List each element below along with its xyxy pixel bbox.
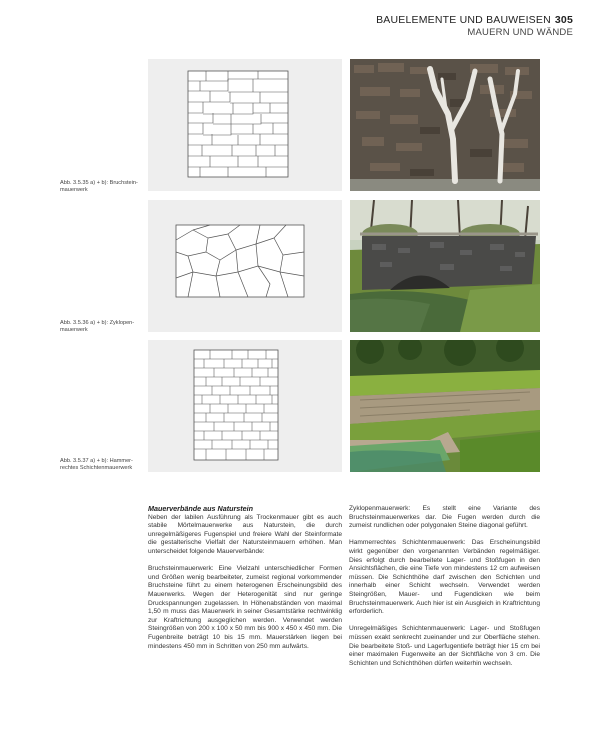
figure-caption-3: Abb. 3.5.37 a) + b): Hammer-rechtes Schichtenmauerwerk: [60, 458, 133, 471]
page-header: [376, 14, 573, 38]
running-title: BAUELEMENTE UND BAUWEISEN: [376, 14, 551, 26]
stone-bridge-photo-icon: [350, 200, 540, 332]
figure-caption-2: Abb. 3.5.36 a) + b): Zyklopen-mauerwerk: [60, 320, 135, 333]
coursed-masonry-drawing-icon: [148, 340, 342, 472]
running-title-line: [376, 14, 573, 26]
stone-wall-with-trees-photo-icon: [350, 59, 540, 191]
paragraph-unregelmaessig: Unregelmäßiges Schichtenmauerwerk: Lager- und Stoßfugen müssen exakt senkrecht zueinander und zur Oberfläche stehen. Die bearbeitete Stoß- und Lagerfugentiefe beträgt hier 15 cm bei einer maximalen Fugenweite an der Sichtfläche von 3 cm. Die Schichten und Schichthöhen dürfen weiterhin wechseln.: [349, 625, 540, 667]
paragraph-zyklopen: Zyklopenmauerwerk: Es stellt eine Variante des Bruchsteinmauerwerkes dar. Die Fugen werden durch die zumeist rundlichen oder polygonalen Steine diagonal geführt.: [349, 505, 540, 530]
paragraph-hammerrecht: Hammerrechtes Schichtenmauerwerk: Das Erscheinungsbild wirkt gegenüber den vorgenannten Verbänden regelmäßiger. Dies erfolgt durch bearbeitete Lager- und Stoßfugen in den Ansichtsflächen, die eine Tiefe von mindestens 12 cm aufweisen müssen. Die Schichthöhe darf zwischen den Schichten und innerhalb einer Schicht wechseln. Verwendet werden Steingrößen, Mauer- und Fugendicken wie beim Bruchsteinmauerwerk. Auch hier ist ein Ausgleich in Kraftrichtung erforderlich.: [349, 539, 540, 616]
cyclopean-masonry-drawing-icon: [148, 200, 342, 332]
page-number: 305: [554, 14, 573, 26]
paragraph-bruchstein: Bruchsteinmauerwerk: Eine Vielzahl unterschiedlicher Formen und Größen wenig bearbeiteter, zumeist regional vorkommender Bruchsteine führt zu einem heterogenen Erscheinungsbild des Mauerwerks. Wegen der Heterogenität sind nur geringe Druckspannungen zugelassen. In Höhenabständen von maximal 1,50 m muss das Mauerwerk in seiner Gesamtstärke rechtwinklig zur Kraftrichtung ausgeglichen werden. Verwendet werden Steingrößen von 200 x 100 x 50 mm bis 900 x 450 x 450 mm. Die Fugenbreite beträgt 10 bis 15 mm. Mauerstärken liegen bei mindestens 450 mm in Schritten von 250 mm aufwärts.: [148, 565, 342, 650]
running-subtitle: MAUERN UND WÄNDE: [467, 27, 573, 38]
text-column-right: [349, 505, 540, 677]
text-column-left: [148, 505, 342, 660]
section-heading: Mauerverbände aus Naturstein: [148, 504, 254, 513]
rubble-masonry-drawing-icon: [148, 59, 342, 191]
terraced-garden-wall-photo-icon: [350, 340, 540, 472]
figure-caption-1: Abb. 3.5.35 a) + b): Bruchstein-mauerwerk: [60, 180, 138, 193]
paragraph-intro: Neben der labilen Ausführung als Trockenmauer gibt es auch stabile Mörtelmauerwerke aus Naturstein, die durch unregelmäßigeres Fugenspiel und freiere Wahl der Steinformate die gestalterische Vielfalt der Natursteinmauern erhöhen. Man unterscheidet folgende Mauerverbände:: [148, 513, 342, 555]
